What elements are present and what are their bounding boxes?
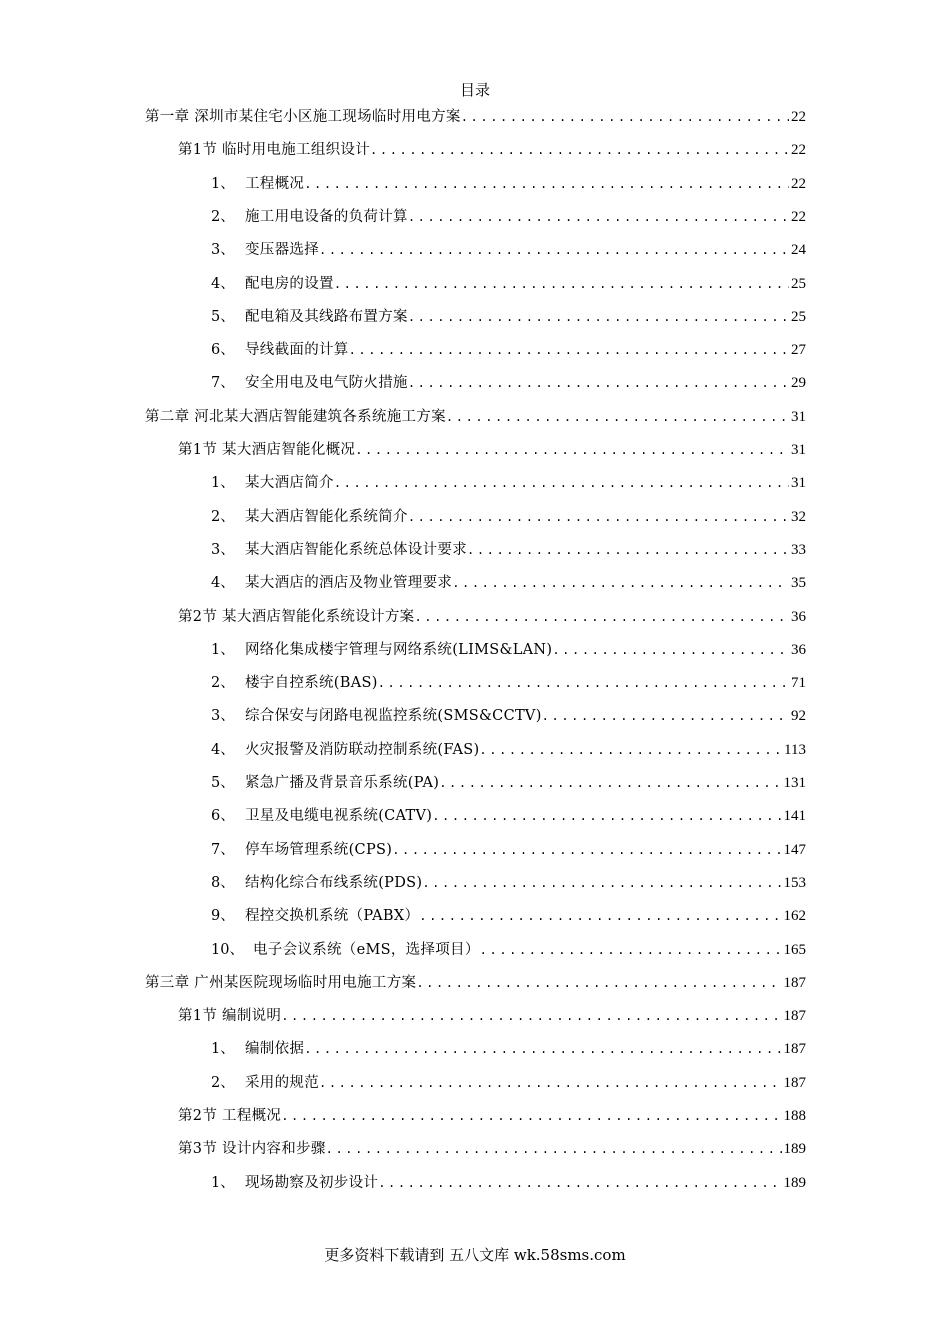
toc-page-number: 188 xyxy=(783,1108,806,1124)
toc-dot-leader xyxy=(392,839,781,861)
toc-entry-number: 1、 xyxy=(211,1041,235,1058)
toc-entry-label: 程控交换机系统（PABX） xyxy=(245,908,420,925)
toc-entry-number: 4、 xyxy=(211,575,235,592)
toc-entry[interactable] xyxy=(211,872,806,894)
toc-entry[interactable] xyxy=(211,1072,806,1094)
toc-page-number: 92 xyxy=(791,708,806,725)
toc-entry-label: 电子会议系统（eMS，选择项目） xyxy=(253,941,480,958)
toc-page-number: 141 xyxy=(783,808,806,825)
toc-entry-label: 第二章 河北某大酒店智能建筑各系统施工方案 xyxy=(145,408,446,425)
toc-entry-label: 工程概况 xyxy=(245,175,305,192)
toc-entry[interactable] xyxy=(211,939,806,961)
footer-text: 更多资料下载请到 五八文库 wk.58sms.com xyxy=(324,1246,626,1264)
toc-entry-label: 导线截面的计算 xyxy=(245,342,349,359)
toc-page-number: 33 xyxy=(791,541,806,558)
toc-entry-label: 安全用电及电气防火措施 xyxy=(245,375,408,392)
toc-dot-leader xyxy=(281,1105,781,1127)
toc-entry-number: 2、 xyxy=(211,508,235,525)
toc-dot-leader xyxy=(334,472,789,494)
page-title: 目录 xyxy=(459,81,490,99)
toc-entry-number: 1、 xyxy=(211,641,235,658)
toc-page-number: 22 xyxy=(791,142,806,159)
toc-dot-leader xyxy=(439,772,781,794)
toc-dot-leader xyxy=(378,1172,781,1194)
toc-page-number: 31 xyxy=(791,475,806,492)
toc-page-number: 165 xyxy=(783,941,806,958)
toc-entry-number: 1、 xyxy=(211,175,235,192)
toc-page-number: 187 xyxy=(783,1041,806,1058)
toc-dot-leader xyxy=(452,572,789,594)
toc-page-number: 22 xyxy=(791,109,806,125)
toc-dot-leader xyxy=(416,972,781,994)
toc-page-number: 187 xyxy=(783,974,806,991)
toc-entry[interactable] xyxy=(211,239,806,261)
toc-page-number: 71 xyxy=(791,675,806,692)
toc-entry-label: 某大酒店智能化系统总体设计要求 xyxy=(245,541,467,558)
toc-page-number: 189 xyxy=(783,1174,806,1191)
toc-entry-label: 现场勘察及初步设计 xyxy=(245,1174,379,1191)
toc-page-number: 113 xyxy=(784,741,806,758)
toc-dot-leader xyxy=(349,339,789,361)
toc-entry-number: 6、 xyxy=(211,808,235,825)
toc-entry-number: 5、 xyxy=(211,308,235,325)
toc-dot-leader xyxy=(408,306,789,328)
toc-entry-number: 5、 xyxy=(211,775,235,791)
toc-entry-number: 3、 xyxy=(211,242,235,259)
toc-entry[interactable] xyxy=(211,506,806,528)
toc-entry[interactable] xyxy=(211,705,806,727)
toc-page-number: 29 xyxy=(791,375,806,392)
toc-dot-leader xyxy=(480,939,782,961)
toc-entry-label: 配电房的设置 xyxy=(245,275,334,292)
toc-dot-leader xyxy=(281,1005,781,1027)
toc-entry[interactable] xyxy=(211,273,806,295)
toc-dot-leader xyxy=(326,1138,782,1160)
toc-page-number: 31 xyxy=(791,408,806,425)
toc-entry-number: 3、 xyxy=(211,708,235,725)
toc-entry-label: 第2节 工程概况 xyxy=(178,1108,282,1124)
toc-page-number: 187 xyxy=(783,1008,806,1025)
toc-entry[interactable] xyxy=(145,972,806,994)
toc-page-number: 31 xyxy=(791,442,806,458)
toc-entry[interactable] xyxy=(178,606,806,628)
toc-page-number: 153 xyxy=(783,874,806,891)
toc-page-number: 187 xyxy=(783,1074,806,1091)
toc-dot-leader xyxy=(432,805,781,827)
toc-entry-label: 第一章 深圳市某住宅小区施工现场临时用电方案 xyxy=(145,109,461,125)
toc-entry-number: 2、 xyxy=(211,1074,235,1091)
toc-page-number: 189 xyxy=(783,1141,806,1158)
toc-entry-label: 结构化综合布线系统(PDS) xyxy=(245,874,423,891)
toc-entry-label: 楼宇自控系统(BAS) xyxy=(245,675,378,692)
toc-entry[interactable] xyxy=(211,739,806,761)
toc-page-number: 27 xyxy=(791,342,806,359)
toc-entry[interactable] xyxy=(211,306,806,328)
toc-dot-leader xyxy=(414,606,789,628)
toc-entry[interactable] xyxy=(211,805,806,827)
toc-dot-leader xyxy=(467,539,789,561)
toc-page-number: 131 xyxy=(783,775,806,791)
toc-entry[interactable] xyxy=(178,1105,806,1127)
toc-page-number: 22 xyxy=(791,208,806,225)
toc-entry[interactable] xyxy=(145,106,806,128)
toc-entry-label: 某大酒店的酒店及物业管理要求 xyxy=(245,575,453,592)
toc-entry[interactable] xyxy=(211,772,806,794)
toc-dot-leader xyxy=(378,672,789,694)
toc-entry-number: 2、 xyxy=(211,675,235,692)
toc-entry[interactable] xyxy=(178,1138,806,1160)
toc-entry-label: 第2节 某大酒店智能化系统设计方案 xyxy=(178,608,415,625)
toc-dot-leader xyxy=(304,1038,781,1060)
toc-entry-label: 配电箱及其线路布置方案 xyxy=(245,308,408,325)
toc-page-number: 25 xyxy=(791,308,806,325)
toc-dot-leader xyxy=(334,273,789,295)
toc-entry[interactable] xyxy=(211,1038,806,1060)
toc-page-number: 36 xyxy=(791,641,806,658)
toc-entry-number: 6、 xyxy=(211,342,235,359)
toc-entry[interactable] xyxy=(145,406,806,428)
toc-dot-leader xyxy=(304,173,789,195)
toc-entry-number: 10、 xyxy=(211,941,244,958)
toc-entry-label: 网络化集成楼宇管理与网络系统(LIMS&LAN) xyxy=(245,641,553,658)
toc-page-number: 25 xyxy=(791,275,806,292)
toc-entry-label: 综合保安与闭路电视监控系统(SMS&CCTV) xyxy=(245,708,542,725)
toc-entry-label: 停车场管理系统(CPS) xyxy=(245,841,393,858)
toc-entry-label: 第1节 某大酒店智能化概况 xyxy=(178,442,356,458)
toc-entry[interactable] xyxy=(211,839,806,861)
toc-page-number: 162 xyxy=(783,908,806,925)
toc-dot-leader xyxy=(355,439,789,461)
toc-entry-label: 第1节 临时用电施工组织设计 xyxy=(178,142,371,159)
toc-dot-leader xyxy=(542,705,789,727)
toc-page-number: 35 xyxy=(791,575,806,592)
toc-entry-number: 7、 xyxy=(211,375,235,392)
toc-entry-number: 1、 xyxy=(211,475,235,492)
toc-dot-leader xyxy=(319,239,789,261)
toc-entry-number: 3、 xyxy=(211,541,235,558)
toc-page-number: 147 xyxy=(783,841,806,858)
toc-dot-leader xyxy=(408,506,789,528)
toc-entry-number: 4、 xyxy=(211,741,235,758)
toc-entry[interactable] xyxy=(211,572,806,594)
toc-entry-label: 变压器选择 xyxy=(245,242,319,259)
toc-entry-label: 某大酒店智能化系统简介 xyxy=(245,508,408,525)
toc-dot-leader xyxy=(422,872,781,894)
toc-entry-label: 第1节 编制说明 xyxy=(178,1008,282,1025)
toc-dot-leader xyxy=(408,206,789,228)
toc-entry-label: 采用的规范 xyxy=(245,1074,319,1091)
toc-entry-label: 紧急广播及背景音乐系统(PA) xyxy=(245,775,440,791)
toc-entry[interactable] xyxy=(211,639,806,661)
toc-entry[interactable] xyxy=(211,539,806,561)
toc-entry[interactable] xyxy=(178,139,806,161)
toc-entry-number: 4、 xyxy=(211,275,235,292)
toc-entry-number: 9、 xyxy=(211,908,235,925)
toc-page-number: 32 xyxy=(791,508,806,525)
toc-entry[interactable] xyxy=(211,905,806,927)
toc-dot-leader xyxy=(479,739,782,761)
toc-entry[interactable] xyxy=(211,472,806,494)
toc-entry-label: 编制依据 xyxy=(245,1041,305,1058)
toc-entry-label: 某大酒店简介 xyxy=(245,475,334,492)
toc-entry-label: 第3节 设计内容和步骤 xyxy=(178,1141,326,1158)
toc-entry[interactable] xyxy=(211,372,806,394)
toc-dot-leader xyxy=(461,106,789,128)
toc-entry[interactable] xyxy=(211,1172,806,1194)
toc-dot-leader xyxy=(408,372,789,394)
toc-entry[interactable] xyxy=(178,1005,806,1027)
toc-entry-label: 施工用电设备的负荷计算 xyxy=(245,208,408,225)
toc-page-number: 36 xyxy=(791,608,806,625)
toc-entry[interactable] xyxy=(211,173,806,195)
toc-dot-leader xyxy=(419,905,781,927)
toc-entry-label: 卫星及电缆电视系统(CATV) xyxy=(245,808,433,825)
toc-dot-leader xyxy=(370,139,789,161)
toc-entry[interactable] xyxy=(211,206,806,228)
toc-entry-number: 8、 xyxy=(211,874,235,891)
toc-page-number: 24 xyxy=(791,242,806,259)
toc-entry[interactable] xyxy=(178,439,806,461)
toc-page-number: 22 xyxy=(791,175,806,192)
toc-dot-leader xyxy=(319,1072,782,1094)
toc-entry-number: 1、 xyxy=(211,1174,235,1191)
toc-entry[interactable] xyxy=(211,339,806,361)
toc-entry-number: 7、 xyxy=(211,841,235,858)
toc-entry-number: 2、 xyxy=(211,208,235,225)
toc-entry-label: 第三章 广州某医院现场临时用电施工方案 xyxy=(145,974,417,991)
toc-dot-leader xyxy=(552,639,789,661)
toc-entry-label: 火灾报警及消防联动控制系统(FAS) xyxy=(245,741,480,758)
toc-entry[interactable] xyxy=(211,672,806,694)
toc-dot-leader xyxy=(446,406,789,428)
